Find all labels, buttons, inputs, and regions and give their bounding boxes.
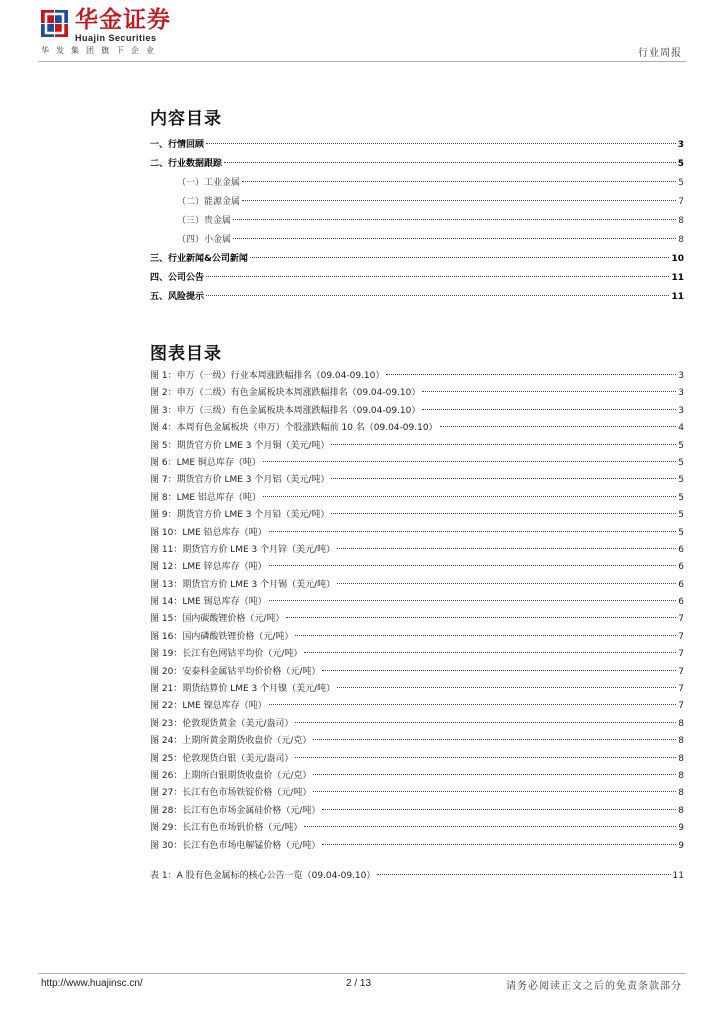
dot-leader xyxy=(422,409,676,410)
dot-leader xyxy=(295,722,676,723)
table-item-label: 表 1：A 股有色金属标的核心公告一览（09.04-09.10） xyxy=(150,871,376,881)
dot-leader xyxy=(286,617,676,618)
figure-item[interactable] xyxy=(150,438,684,455)
figure-item[interactable] xyxy=(150,594,684,611)
figure-item-page: 9 xyxy=(678,840,684,851)
figure-item-page: 8 xyxy=(678,736,684,747)
figure-item-label: 图 1：申万（一级）行业本周涨跌幅排名（09.04-09.10） xyxy=(150,371,385,381)
figure-item-label: 图 19：长江有色网钴平均价（元/吨） xyxy=(150,649,303,660)
toc-item[interactable] xyxy=(150,250,684,269)
figure-item[interactable] xyxy=(150,716,684,733)
toc-item[interactable] xyxy=(150,174,684,193)
dot-leader xyxy=(242,181,676,182)
dot-leader xyxy=(386,374,676,375)
dot-leader xyxy=(331,478,676,479)
toc-item[interactable] xyxy=(150,136,684,155)
figure-item-page: 7 xyxy=(678,701,684,712)
toc-item-page: 10 xyxy=(671,254,684,264)
figure-item-page: 8 xyxy=(678,788,684,799)
toc-item-label: 二、行业数据跟踪 xyxy=(150,159,223,169)
figure-item-page: 5 xyxy=(678,457,684,468)
figure-item[interactable] xyxy=(150,420,684,437)
logo-english-name: Huajin Securities xyxy=(75,33,157,43)
figure-item-page: 7 xyxy=(678,684,684,695)
figure-item[interactable] xyxy=(150,629,684,646)
dot-leader xyxy=(269,600,677,601)
contents-list xyxy=(150,136,684,307)
dot-leader xyxy=(295,757,676,758)
figure-item-page: 9 xyxy=(678,823,684,834)
figure-item-label: 图 28：长江有色市场金属硅价格（元/吨） xyxy=(150,805,321,816)
figure-item[interactable] xyxy=(150,768,684,785)
figure-item-page: 5 xyxy=(678,492,684,503)
figure-item-page: 8 xyxy=(678,770,684,781)
figure-item[interactable] xyxy=(150,385,684,402)
toc-item-page: 5 xyxy=(677,159,684,169)
dot-leader xyxy=(313,791,676,792)
toc-item-label: （一）工业金属 xyxy=(177,178,241,188)
figures-title: 图表目录 xyxy=(150,344,222,364)
figure-item-page: 5 xyxy=(678,475,684,486)
toc-item-page: 5 xyxy=(678,178,684,188)
figure-item-label: 图 24：上期所黄金期货收盘价（元/克） xyxy=(150,736,312,747)
dot-leader xyxy=(304,826,676,827)
dot-leader xyxy=(250,257,670,258)
logo-chinese-name: 华金证券 xyxy=(75,7,171,33)
figure-item[interactable] xyxy=(150,803,684,820)
dot-leader xyxy=(263,496,676,497)
figure-item-page: 7 xyxy=(678,614,684,625)
toc-item-label: （三）贵金属 xyxy=(177,216,232,226)
figure-item-label: 图 23：伦敦现货黄金（美元/盎司） xyxy=(150,718,294,729)
figure-item-page: 6 xyxy=(678,579,684,590)
figure-item[interactable] xyxy=(150,525,684,542)
figure-item-label: 图 29：长江有色市场钒价格（元/吨） xyxy=(150,823,303,834)
figure-item-label: 图 8：LME 铝总库存（吨） xyxy=(150,492,261,503)
toc-item[interactable] xyxy=(150,212,684,231)
figure-item-page: 7 xyxy=(678,631,684,642)
figure-item[interactable] xyxy=(150,368,684,385)
table-item-page: 11 xyxy=(672,871,684,881)
figure-item-page: 5 xyxy=(678,527,684,538)
dot-leader xyxy=(295,635,676,636)
table-item[interactable] xyxy=(150,868,684,885)
dot-leader xyxy=(322,809,676,810)
dot-leader xyxy=(269,704,677,705)
figure-item[interactable] xyxy=(150,681,684,698)
figure-item-page: 3 xyxy=(678,371,684,381)
footer-website-link[interactable]: http://www.huajinsc.cn/ xyxy=(41,978,143,989)
footer-page-number: 2 / 13 xyxy=(346,978,372,989)
footer-disclaimer: 请务必阅读正文之后的免责条款部分 xyxy=(506,981,682,992)
figure-item-label: 图 6：LME 铜总库存（吨） xyxy=(150,457,261,468)
dot-leader xyxy=(206,295,669,296)
toc-item[interactable] xyxy=(150,155,684,174)
toc-item[interactable] xyxy=(150,231,684,250)
toc-item-page: 11 xyxy=(671,273,684,283)
figure-item-page: 8 xyxy=(678,805,684,816)
toc-item-label: 三、行业新闻&公司新闻 xyxy=(150,254,248,264)
figure-item[interactable] xyxy=(150,838,684,855)
figure-item-page: 8 xyxy=(678,718,684,729)
dot-leader xyxy=(337,687,676,688)
figure-item-label: 图 13：期货官方价 LME 3 个月锡（美元/吨） xyxy=(150,579,336,590)
toc-item-page: 8 xyxy=(678,216,684,226)
figure-item[interactable] xyxy=(150,698,684,715)
figure-item[interactable] xyxy=(150,785,684,802)
figure-item[interactable] xyxy=(150,733,684,750)
dot-leader xyxy=(337,548,676,549)
toc-item-label: （二）能源金属 xyxy=(177,197,241,207)
tables-list xyxy=(150,868,684,885)
figure-item[interactable] xyxy=(150,507,684,524)
figure-item[interactable] xyxy=(150,490,684,507)
header-divider xyxy=(38,61,686,62)
dot-leader xyxy=(337,583,676,584)
figure-item-label: 图 15：国内碳酸锂价格（元/吨） xyxy=(150,614,285,625)
figure-item-label: 图 14：LME 锡总库存（吨） xyxy=(150,597,267,608)
figure-item-page: 6 xyxy=(678,562,684,573)
dot-leader xyxy=(206,276,669,277)
toc-item-page: 3 xyxy=(677,140,684,150)
toc-item-page: 8 xyxy=(678,235,684,245)
figure-item-label: 图 10：LME 铅总库存（吨） xyxy=(150,527,267,538)
dot-leader xyxy=(331,444,676,445)
figure-item[interactable] xyxy=(150,646,684,663)
dot-leader xyxy=(422,391,676,392)
figure-item-page: 5 xyxy=(678,440,684,451)
dot-leader xyxy=(331,513,676,514)
figure-item[interactable] xyxy=(150,577,684,594)
figure-item-label: 图 9：期货官方价 LME 3 个月铅（美元/吨） xyxy=(150,510,330,521)
figure-item[interactable] xyxy=(150,559,684,576)
figure-item[interactable] xyxy=(150,611,684,628)
figure-item-label: 图 25：伦敦现货白银（美元/盎司） xyxy=(150,753,294,764)
dot-leader xyxy=(242,200,676,201)
dot-leader xyxy=(304,652,676,653)
figure-item-label: 图 3：申万（三级）有色金属板块本周涨跌幅排名（09.04-09.10） xyxy=(150,405,421,416)
dot-leader xyxy=(269,531,677,532)
figure-item-page: 5 xyxy=(678,510,684,521)
dot-leader xyxy=(313,774,676,775)
huajin-logo-icon xyxy=(41,10,68,37)
figure-item-label: 图 12：LME 锌总库存（吨） xyxy=(150,562,267,573)
dot-leader xyxy=(263,461,676,462)
figure-item-label: 图 4：本周有色金属板块（申万）个股涨跌幅前 10 名（09.04-09.10） xyxy=(150,423,438,434)
group-affiliation: 华发集团旗下企业 xyxy=(41,46,161,55)
figure-item-label: 图 16：国内磷酸铁锂价格（元/吨） xyxy=(150,631,294,642)
figure-item[interactable] xyxy=(150,472,684,489)
toc-item[interactable] xyxy=(150,269,684,288)
figure-item[interactable] xyxy=(150,751,684,768)
figure-item-label: 图 27：长江有色市场铁锭价格（元/吨） xyxy=(150,788,312,799)
figure-item-page: 6 xyxy=(678,597,684,608)
toc-item[interactable] xyxy=(150,288,684,307)
figure-item-label: 图 26：上期所白银期货收盘价（元/克） xyxy=(150,770,312,781)
dot-leader xyxy=(224,162,676,163)
dot-leader xyxy=(322,844,676,845)
figure-item-page: 4 xyxy=(678,423,684,434)
figure-item[interactable] xyxy=(150,455,684,472)
figure-item-label: 图 30：长江有色市场电解锰价格（元/吨） xyxy=(150,840,321,851)
dot-leader xyxy=(206,143,676,144)
dot-leader xyxy=(377,874,670,875)
dot-leader xyxy=(269,565,677,566)
toc-item-label: 五、风险提示 xyxy=(150,292,205,302)
dot-leader xyxy=(313,739,676,740)
footer-divider xyxy=(38,973,686,974)
figure-item[interactable] xyxy=(150,542,684,559)
figure-item-label: 图 22：LME 镍总库存（吨） xyxy=(150,701,267,712)
figure-item-label: 图 5：期货官方价 LME 3 个月铜（美元/吨） xyxy=(150,440,330,451)
report-type-label: 行业周报 xyxy=(638,48,682,59)
dot-leader xyxy=(440,426,677,427)
contents-title: 内容目录 xyxy=(150,109,222,129)
figure-item-page: 7 xyxy=(678,666,684,677)
figure-item[interactable] xyxy=(150,820,684,837)
toc-item[interactable] xyxy=(150,193,684,212)
toc-item-page: 11 xyxy=(671,292,684,302)
toc-item-label: 一、行情回顾 xyxy=(150,140,205,150)
figure-item-page: 8 xyxy=(678,753,684,764)
figure-item-label: 图 11：期货官方价 LME 3 个月锌（美元/吨） xyxy=(150,544,336,555)
dot-leader xyxy=(233,238,676,239)
dot-leader xyxy=(322,670,676,671)
figure-item[interactable] xyxy=(150,403,684,420)
toc-item-page: 7 xyxy=(678,197,684,207)
page-header xyxy=(0,0,724,64)
figure-item-page: 3 xyxy=(678,388,684,399)
toc-item-label: 四、公司公告 xyxy=(150,273,205,283)
dot-leader xyxy=(233,219,676,220)
figure-item-label: 图 20：安泰科金属钴平均价价格（元/吨） xyxy=(150,666,321,677)
figure-item-page: 6 xyxy=(678,544,684,555)
figure-item-label: 图 2：申万（二级）有色金属板块本周涨跌幅排名（09.04-09.10） xyxy=(150,388,421,399)
figure-item-label: 图 21：期货结算价 LME 3 个月镍（美元/吨） xyxy=(150,684,336,695)
figure-item-page: 3 xyxy=(678,405,684,416)
figure-item-page: 7 xyxy=(678,649,684,660)
toc-item-label: （四）小金属 xyxy=(177,235,232,245)
figure-item-label: 图 7：期货官方价 LME 3 个月铝（美元/吨） xyxy=(150,475,330,486)
figures-list xyxy=(150,368,684,855)
figure-item[interactable] xyxy=(150,664,684,681)
